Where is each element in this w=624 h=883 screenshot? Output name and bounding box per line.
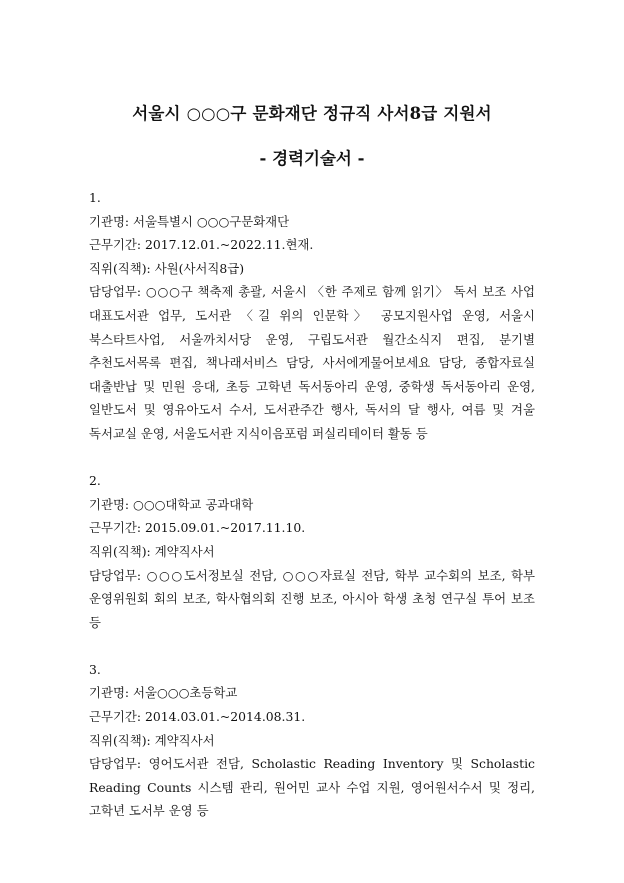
period-value: 2014.03.01.~2014.08.31. bbox=[145, 709, 306, 725]
position-value: 계약직사서 bbox=[154, 732, 215, 748]
duties-row bbox=[89, 564, 535, 635]
period-row bbox=[89, 516, 535, 540]
period-row bbox=[89, 705, 535, 729]
period-label: 근무기간: bbox=[89, 237, 142, 253]
period-value: 2017.12.01.~2022.11.현재. bbox=[145, 237, 314, 253]
position-row bbox=[89, 257, 535, 281]
org-value: 서울○○○초등학교 bbox=[133, 685, 238, 701]
period-row bbox=[89, 233, 535, 257]
duties-label: 담당업무: bbox=[89, 284, 142, 300]
duties-label: 담당업무: bbox=[89, 756, 142, 772]
entry-number: 3. bbox=[89, 661, 101, 677]
position-value: 계약직사서 bbox=[154, 543, 215, 559]
career-list bbox=[89, 186, 535, 823]
org-row bbox=[89, 493, 535, 517]
org-value: ○○○대학교 공과대학 bbox=[133, 496, 254, 512]
entry-number: 2. bbox=[89, 473, 101, 489]
document-subtitle: - 경력기술서 - bbox=[259, 149, 365, 168]
career-entry bbox=[89, 658, 535, 823]
position-row bbox=[89, 729, 535, 753]
duties-row bbox=[89, 280, 535, 445]
entry-number: 1. bbox=[89, 190, 101, 205]
duties-value: 영어도서관 전담, Scholastic Reading Inventory 및 Scholastic Reading Counts 시스템 관리, 원어민 교사 수업 지원, 영어원서수서 및 정리, 고학년 도서부 운영 등 bbox=[89, 756, 535, 819]
position-label: 직위(직책): bbox=[89, 260, 151, 276]
period-label: 근무기간: bbox=[89, 520, 142, 536]
career-entry bbox=[89, 186, 535, 446]
position-value: 사원(사서직8급) bbox=[154, 260, 245, 276]
position-row bbox=[89, 540, 535, 564]
org-row bbox=[89, 681, 535, 705]
org-label: 기관명: bbox=[89, 496, 130, 512]
org-row bbox=[89, 210, 535, 234]
duties-value: ○○○구 책축제 총괄, 서울시 〈한 주제로 함께 읽기〉 독서 보조 사업 대표도서관 업무, 도서관 〈길 위의 인문학〉 공모지원사업 운영, 서울시 북스타트사업, 서울까치서당 운영, 구립도서관 월간소식지 편집, 분기별 추천도서목록 편집, 책나래서비스 담당, 사서에게물어보세요 담당, 종합자료실 대출반납 및 민원 응대, 초등 고학년 독서동아리 운영, 중학생 독서동아리 운영, 일반도서 및 영유아도서 수서, 도서관주간 행사, 독서의 달 행사, 여름 및 겨울 독서교실 운영, 서울도서관 지식이음포럼 퍼실리테이터 활동 등 bbox=[89, 284, 535, 441]
org-label: 기관명: bbox=[89, 213, 130, 229]
org-label: 기관명: bbox=[89, 685, 130, 701]
position-label: 직위(직책): bbox=[89, 543, 151, 559]
duties-value: ○○○도서정보실 전담, ○○○자료실 전담, 학부 교수회의 보조, 학부 운영위원회 회의 보조, 학사협의회 진행 보조, 아시아 학생 초청 연구실 투어 보조 등 bbox=[89, 567, 535, 630]
duties-row bbox=[89, 752, 535, 823]
org-value: 서울특별시 ○○○구문화재단 bbox=[133, 213, 290, 229]
document-title: 서울시 ○○○구 문화재단 정규직 사서8급 지원서 bbox=[132, 104, 492, 123]
career-entry bbox=[89, 469, 535, 634]
position-label: 직위(직책): bbox=[89, 732, 151, 748]
period-label: 근무기간: bbox=[89, 709, 142, 725]
period-value: 2015.09.01.~2017.11.10. bbox=[145, 520, 306, 536]
duties-label: 담당업무: bbox=[89, 567, 142, 583]
